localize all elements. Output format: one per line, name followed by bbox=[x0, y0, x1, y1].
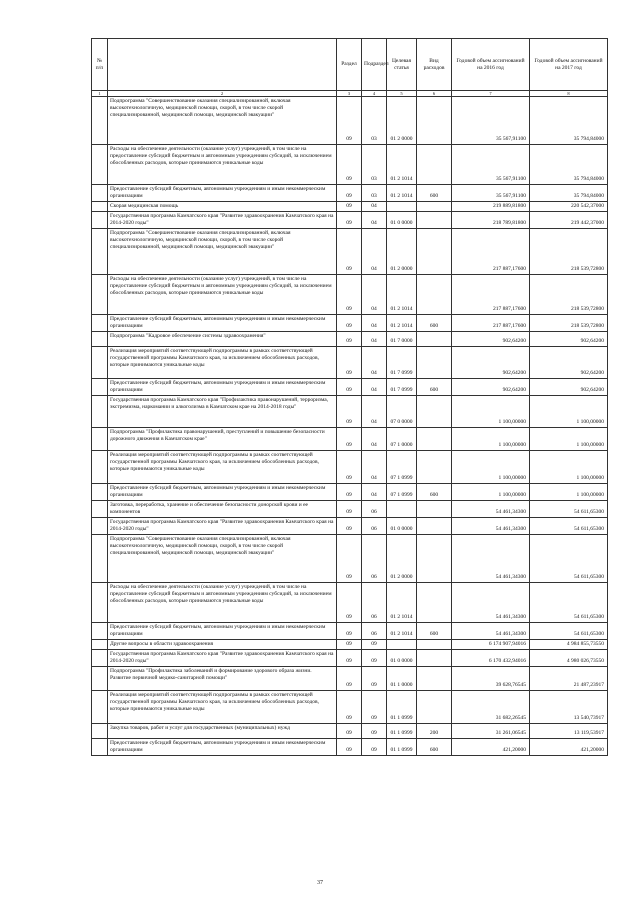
cell-num bbox=[92, 623, 108, 640]
cell-target-article: 01 1 0999 bbox=[387, 691, 417, 724]
cell-section: 09 bbox=[337, 451, 362, 484]
table-row bbox=[92, 332, 608, 347]
cell-section: 09 bbox=[337, 724, 362, 739]
cell-subsection: 03 bbox=[362, 145, 387, 185]
col-num-1: 1 bbox=[92, 91, 108, 97]
table-row bbox=[92, 145, 608, 185]
cell-section: 09 bbox=[337, 484, 362, 501]
table-row bbox=[92, 501, 608, 518]
cell-amount-2016: 218 789,81800 bbox=[452, 212, 530, 229]
cell-expense-type: 200 bbox=[417, 724, 452, 739]
col-num-8: 8 bbox=[530, 91, 608, 97]
table-row bbox=[92, 451, 608, 484]
cell-section: 09 bbox=[337, 583, 362, 623]
col-header-type: Вид расходов bbox=[417, 39, 452, 91]
cell-num bbox=[92, 451, 108, 484]
table-row bbox=[92, 623, 608, 640]
cell-name: Подпрограмма "Профилактика правонарушений, преступлений и повышение безопасности дорожного движения в Камчатском крае" bbox=[108, 428, 337, 451]
cell-num bbox=[92, 396, 108, 428]
cell-expense-type bbox=[417, 640, 452, 650]
cell-subsection: 04 bbox=[362, 202, 387, 212]
cell-amount-2017: 1 100,00000 bbox=[530, 484, 608, 501]
cell-amount-2016: 217 887,17600 bbox=[452, 275, 530, 315]
cell-name: Подпрограмма "Совершенствование оказания специализированной, включая высокотехнологичную, медицинской помощи, скорой, в том числе скорой специализированной, медицинской помощи, медицинской эвакуации" bbox=[108, 97, 337, 145]
cell-subsection: 03 bbox=[362, 97, 387, 145]
cell-amount-2017: 13 540,73917 bbox=[530, 691, 608, 724]
cell-subsection: 06 bbox=[362, 623, 387, 640]
table-row bbox=[92, 691, 608, 724]
cell-amount-2016: 6 174 907,94016 bbox=[452, 640, 530, 650]
cell-name: Государственная программа Камчатского края "Развитие здравоохранения Камчатского края на 2014-2020 годы" bbox=[108, 212, 337, 229]
cell-amount-2017: 21 487,23917 bbox=[530, 667, 608, 691]
cell-subsection: 04 bbox=[362, 428, 387, 451]
cell-amount-2017: 902,64200 bbox=[530, 332, 608, 347]
cell-target-article: 01 2 1014 bbox=[387, 275, 417, 315]
cell-target-article: 07 1 0999 bbox=[387, 451, 417, 484]
cell-subsection: 09 bbox=[362, 650, 387, 667]
cell-expense-type bbox=[417, 229, 452, 275]
table-row bbox=[92, 275, 608, 315]
table-row bbox=[92, 650, 608, 667]
cell-amount-2017: 4 984 855,73550 bbox=[530, 640, 608, 650]
cell-amount-2017: 1 100,00000 bbox=[530, 428, 608, 451]
cell-section: 09 bbox=[337, 145, 362, 185]
cell-expense-type: 600 bbox=[417, 623, 452, 640]
cell-num bbox=[92, 97, 108, 145]
cell-num bbox=[92, 185, 108, 202]
cell-expense-type: 600 bbox=[417, 379, 452, 396]
cell-name: Расходы на обеспечение деятельности (оказание услуг) учреждений, в том числе на предоставление субсидий бюджетным и автономным учреждениям субсидий, за исключением обособленных расходов, которые принимаются уникальные коды bbox=[108, 145, 337, 185]
cell-section: 09 bbox=[337, 518, 362, 535]
cell-amount-2016: 902,64200 bbox=[452, 332, 530, 347]
cell-target-article: 01 7 0999 bbox=[387, 347, 417, 379]
cell-expense-type bbox=[417, 650, 452, 667]
cell-num bbox=[92, 428, 108, 451]
cell-target-article: 01 2 0000 bbox=[387, 229, 417, 275]
cell-name: Заготовка, переработка, хранение и обеспечение безопасности донорской крови и ее компонентов bbox=[108, 501, 337, 518]
cell-expense-type: 600 bbox=[417, 185, 452, 202]
col-header-2017: Годовой объем ассигнований на 2017 год bbox=[530, 39, 608, 91]
cell-subsection: 04 bbox=[362, 229, 387, 275]
cell-amount-2017: 1 100,00000 bbox=[530, 396, 608, 428]
cell-amount-2017: 902,64200 bbox=[530, 379, 608, 396]
cell-expense-type bbox=[417, 202, 452, 212]
cell-target-article: 07 1 0999 bbox=[387, 484, 417, 501]
cell-expense-type bbox=[417, 501, 452, 518]
col-header-num: № п/п bbox=[92, 39, 108, 91]
cell-name: Реализация мероприятий соответствующей подпрограммы в рамках соответствующей государственной программы Камчатского края, за исключением обособленных расходов, которые принимаются уникальные коды bbox=[108, 451, 337, 484]
cell-num bbox=[92, 484, 108, 501]
cell-num bbox=[92, 347, 108, 379]
cell-amount-2016: 54 461,34300 bbox=[452, 518, 530, 535]
cell-amount-2016: 217 887,17600 bbox=[452, 315, 530, 332]
cell-section: 09 bbox=[337, 640, 362, 650]
cell-amount-2016: 54 461,34300 bbox=[452, 623, 530, 640]
cell-section: 09 bbox=[337, 185, 362, 202]
cell-section: 09 bbox=[337, 691, 362, 724]
cell-subsection: 06 bbox=[362, 583, 387, 623]
cell-amount-2017: 13 119,53917 bbox=[530, 724, 608, 739]
cell-expense-type bbox=[417, 583, 452, 623]
header-row bbox=[92, 39, 608, 91]
cell-name: Предоставление субсидий бюджетным, автономным учреждениям и иным некоммерческим организациям bbox=[108, 484, 337, 501]
cell-section: 09 bbox=[337, 650, 362, 667]
cell-name: Государственная программа Камчатского края "Развитие здравоохранения Камчатского края на 2014-2020 годы" bbox=[108, 518, 337, 535]
cell-num bbox=[92, 145, 108, 185]
cell-section: 09 bbox=[337, 379, 362, 396]
cell-num bbox=[92, 583, 108, 623]
cell-section: 09 bbox=[337, 535, 362, 583]
cell-section: 09 bbox=[337, 332, 362, 347]
cell-section: 09 bbox=[337, 315, 362, 332]
cell-name: Другие вопросы в области здравоохранения bbox=[108, 640, 337, 650]
cell-amount-2017: 220 542,37000 bbox=[530, 202, 608, 212]
table-row bbox=[92, 202, 608, 212]
cell-amount-2017: 902,64200 bbox=[530, 347, 608, 379]
cell-name: Реализация мероприятий соответствующей подпрограммы в рамках соответствующей государственной программы Камчатского края, за исключением обособленных расходов, которые принимаются уникальные коды bbox=[108, 691, 337, 724]
col-header-subsection: Подраздел bbox=[362, 39, 387, 91]
cell-expense-type bbox=[417, 332, 452, 347]
col-num-5: 5 bbox=[387, 91, 417, 97]
table-row bbox=[92, 428, 608, 451]
cell-target-article: 01 2 1014 bbox=[387, 185, 417, 202]
cell-expense-type bbox=[417, 518, 452, 535]
table-row bbox=[92, 724, 608, 739]
cell-amount-2016: 35 567,91100 bbox=[452, 185, 530, 202]
cell-target-article: 01 2 0000 bbox=[387, 97, 417, 145]
cell-num bbox=[92, 501, 108, 518]
cell-target-article: 01 0 0000 bbox=[387, 650, 417, 667]
cell-amount-2016: 54 461,34300 bbox=[452, 583, 530, 623]
cell-expense-type: 600 bbox=[417, 484, 452, 501]
cell-num bbox=[92, 202, 108, 212]
cell-name: Предоставление субсидий бюджетным, автономным учреждениям и иным некоммерческим организациям bbox=[108, 623, 337, 640]
cell-amount-2016: 902,64200 bbox=[452, 379, 530, 396]
cell-num bbox=[92, 518, 108, 535]
cell-num bbox=[92, 691, 108, 724]
cell-subsection: 09 bbox=[362, 739, 387, 756]
table-row bbox=[92, 583, 608, 623]
cell-subsection: 06 bbox=[362, 518, 387, 535]
cell-target-article: 01 1 0000 bbox=[387, 667, 417, 691]
cell-name: Подпрограмма "Совершенствование оказания специализированной, включая высокотехнологичную, медицинской помощи, скорой, в том числе скорой специализированной, медицинской помощи, медицинской эвакуации" bbox=[108, 535, 337, 583]
col-header-target: Целевая статья bbox=[387, 39, 417, 91]
cell-amount-2017: 1 100,00000 bbox=[530, 451, 608, 484]
table-row bbox=[92, 229, 608, 275]
cell-name: Государственная программа Камчатского края "Профилактика правонарушений, терроризма, экстремизма, наркомании и алкоголизма в Камчатском крае на 2014-2018 годы" bbox=[108, 396, 337, 428]
cell-expense-type bbox=[417, 667, 452, 691]
cell-expense-type bbox=[417, 347, 452, 379]
table-row bbox=[92, 315, 608, 332]
cell-amount-2016: 39 628,76545 bbox=[452, 667, 530, 691]
cell-name: Предоставление субсидий бюджетным, автономным учреждениям и иным некоммерческим организациям bbox=[108, 185, 337, 202]
cell-expense-type bbox=[417, 535, 452, 583]
cell-amount-2017: 218 539,72800 bbox=[530, 229, 608, 275]
cell-target-article bbox=[387, 501, 417, 518]
cell-amount-2016: 1 100,00000 bbox=[452, 428, 530, 451]
cell-name: Предоставление субсидий бюджетным, автономным учреждениям и иным некоммерческим организациям bbox=[108, 739, 337, 756]
cell-expense-type bbox=[417, 145, 452, 185]
cell-amount-2017: 35 794,84000 bbox=[530, 97, 608, 145]
cell-subsection: 06 bbox=[362, 501, 387, 518]
cell-num bbox=[92, 535, 108, 583]
cell-subsection: 04 bbox=[362, 347, 387, 379]
cell-amount-2016: 31 682,26545 bbox=[452, 691, 530, 724]
cell-name: Подпрограмма "Профилактика заболеваний и формирование здорового образа жизни. Развитие первичной медико-санитарной помощи" bbox=[108, 667, 337, 691]
cell-subsection: 04 bbox=[362, 212, 387, 229]
cell-amount-2016: 217 887,17600 bbox=[452, 229, 530, 275]
cell-num bbox=[92, 212, 108, 229]
cell-subsection: 06 bbox=[362, 535, 387, 583]
cell-amount-2016: 421,20000 bbox=[452, 739, 530, 756]
col-num-7: 7 bbox=[452, 91, 530, 97]
cell-amount-2016: 54 461,34300 bbox=[452, 501, 530, 518]
page-number: 37 bbox=[317, 880, 323, 886]
table-row bbox=[92, 185, 608, 202]
col-num-6: 6 bbox=[417, 91, 452, 97]
cell-amount-2016: 1 100,00000 bbox=[452, 451, 530, 484]
cell-expense-type bbox=[417, 428, 452, 451]
cell-subsection: 04 bbox=[362, 275, 387, 315]
cell-section: 09 bbox=[337, 396, 362, 428]
cell-amount-2016: 902,64200 bbox=[452, 347, 530, 379]
cell-expense-type: 600 bbox=[417, 739, 452, 756]
cell-target-article: 07 0 0000 bbox=[387, 396, 417, 428]
cell-subsection: 04 bbox=[362, 332, 387, 347]
table-row bbox=[92, 97, 608, 145]
cell-name: Расходы на обеспечение деятельности (оказание услуг) учреждений, в том числе на предоставление субсидий бюджетным и автономным учреждениям субсидий, за исключением обособленных расходов, которые принимаются уникальные коды bbox=[108, 583, 337, 623]
table-row bbox=[92, 379, 608, 396]
cell-section: 09 bbox=[337, 212, 362, 229]
cell-target-article: 01 2 1014 bbox=[387, 583, 417, 623]
table-row bbox=[92, 667, 608, 691]
table-row bbox=[92, 640, 608, 650]
cell-subsection: 04 bbox=[362, 315, 387, 332]
cell-num bbox=[92, 315, 108, 332]
cell-amount-2016: 219 889,81800 bbox=[452, 202, 530, 212]
col-num-2: 2 bbox=[108, 91, 337, 97]
cell-amount-2017: 54 611,65300 bbox=[530, 535, 608, 583]
cell-target-article: 07 1 0000 bbox=[387, 428, 417, 451]
table-row bbox=[92, 212, 608, 229]
cell-num bbox=[92, 650, 108, 667]
cell-section: 09 bbox=[337, 623, 362, 640]
cell-num bbox=[92, 667, 108, 691]
cell-name: Скорая медицинская помощь bbox=[108, 202, 337, 212]
cell-amount-2017: 54 611,65300 bbox=[530, 518, 608, 535]
cell-target-article: 01 2 1014 bbox=[387, 145, 417, 185]
cell-num bbox=[92, 379, 108, 396]
cell-num bbox=[92, 724, 108, 739]
table-row bbox=[92, 396, 608, 428]
cell-subsection: 04 bbox=[362, 379, 387, 396]
cell-amount-2017: 54 611,65300 bbox=[530, 623, 608, 640]
cell-target-article: 01 2 0000 bbox=[387, 535, 417, 583]
cell-name: Предоставление субсидий бюджетным, автономным учреждениям и иным некоммерческим организациям bbox=[108, 379, 337, 396]
cell-target-article: 01 2 1014 bbox=[387, 623, 417, 640]
cell-expense-type bbox=[417, 396, 452, 428]
cell-expense-type bbox=[417, 212, 452, 229]
cell-expense-type bbox=[417, 451, 452, 484]
cell-num bbox=[92, 275, 108, 315]
cell-num bbox=[92, 739, 108, 756]
cell-amount-2017: 35 794,84000 bbox=[530, 185, 608, 202]
cell-subsection: 09 bbox=[362, 724, 387, 739]
cell-section: 09 bbox=[337, 428, 362, 451]
cell-subsection: 09 bbox=[362, 667, 387, 691]
cell-amount-2017: 35 794,84000 bbox=[530, 145, 608, 185]
cell-expense-type bbox=[417, 97, 452, 145]
cell-subsection: 03 bbox=[362, 185, 387, 202]
cell-target-article bbox=[387, 640, 417, 650]
col-header-2016: Годовой объем ассигнований на 2016 год bbox=[452, 39, 530, 91]
cell-amount-2016: 1 100,00000 bbox=[452, 484, 530, 501]
cell-amount-2016: 35 567,91100 bbox=[452, 97, 530, 145]
cell-name: Подпрограмма "Кадровое обеспечение системы здравоохранения" bbox=[108, 332, 337, 347]
col-header-section: Раздел bbox=[337, 39, 362, 91]
cell-amount-2017: 218 539,72800 bbox=[530, 275, 608, 315]
cell-amount-2016: 31 261,06545 bbox=[452, 724, 530, 739]
table-row bbox=[92, 484, 608, 501]
cell-amount-2017: 219 442,37000 bbox=[530, 212, 608, 229]
cell-amount-2016: 35 567,91100 bbox=[452, 145, 530, 185]
cell-expense-type: 600 bbox=[417, 315, 452, 332]
cell-target-article: 01 0 0000 bbox=[387, 212, 417, 229]
cell-section: 09 bbox=[337, 501, 362, 518]
cell-subsection: 09 bbox=[362, 691, 387, 724]
cell-amount-2017: 4 980 026,73550 bbox=[530, 650, 608, 667]
cell-amount-2017: 54 611,65300 bbox=[530, 501, 608, 518]
cell-subsection: 04 bbox=[362, 484, 387, 501]
table-row bbox=[92, 518, 608, 535]
cell-target-article: 01 7 0999 bbox=[387, 379, 417, 396]
cell-amount-2016: 54 461,34300 bbox=[452, 535, 530, 583]
table-row bbox=[92, 347, 608, 379]
cell-amount-2017: 421,20000 bbox=[530, 739, 608, 756]
budget-table bbox=[91, 38, 608, 756]
col-header-name bbox=[108, 39, 337, 91]
cell-name: Расходы на обеспечение деятельности (оказание услуг) учреждений, в том числе на предоставление субсидий бюджетным и автономным учреждениям субсидий, за исключением обособленных расходов, которые принимаются уникальные коды bbox=[108, 275, 337, 315]
cell-target-article bbox=[387, 202, 417, 212]
cell-amount-2016: 1 100,00000 bbox=[452, 396, 530, 428]
cell-section: 09 bbox=[337, 667, 362, 691]
table-row bbox=[92, 739, 608, 756]
cell-target-article: 01 1 0999 bbox=[387, 739, 417, 756]
table-row bbox=[92, 535, 608, 583]
cell-target-article: 01 1 0999 bbox=[387, 724, 417, 739]
cell-section: 09 bbox=[337, 202, 362, 212]
cell-num bbox=[92, 332, 108, 347]
cell-section: 09 bbox=[337, 229, 362, 275]
cell-num bbox=[92, 229, 108, 275]
cell-expense-type bbox=[417, 275, 452, 315]
cell-target-article: 01 0 0000 bbox=[387, 518, 417, 535]
cell-section: 09 bbox=[337, 97, 362, 145]
cell-section: 09 bbox=[337, 275, 362, 315]
cell-subsection: 04 bbox=[362, 451, 387, 484]
cell-name: Реализация мероприятий соответствующей подпрограммы в рамках соответствующей государственной программы Камчатского края, за исключением обособленных расходов, которые принимаются уникальные коды bbox=[108, 347, 337, 379]
cell-target-article: 01 2 1014 bbox=[387, 315, 417, 332]
cell-subsection: 09 bbox=[362, 640, 387, 650]
cell-expense-type bbox=[417, 691, 452, 724]
cell-section: 09 bbox=[337, 739, 362, 756]
cell-subsection: 04 bbox=[362, 396, 387, 428]
col-num-4: 4 bbox=[362, 91, 387, 97]
col-num-3: 3 bbox=[337, 91, 362, 97]
cell-section: 09 bbox=[337, 347, 362, 379]
cell-num bbox=[92, 640, 108, 650]
cell-name: Закупка товаров, работ и услуг для государственных (муниципальных) нужд bbox=[108, 724, 337, 739]
cell-target-article: 01 7 0000 bbox=[387, 332, 417, 347]
cell-amount-2017: 218 539,72800 bbox=[530, 315, 608, 332]
cell-name: Подпрограмма "Совершенствование оказания специализированной, включая высокотехнологичную, медицинской помощи, скорой, в том числе скорой специализированной, медицинской помощи, медицинской эвакуации" bbox=[108, 229, 337, 275]
cell-amount-2016: 6 170 432,94016 bbox=[452, 650, 530, 667]
cell-name: Государственная программа Камчатского края "Развитие здравоохранения Камчатского края на 2014-2020 годы" bbox=[108, 650, 337, 667]
cell-name: Предоставление субсидий бюджетным, автономным учреждениям и иным некоммерческим организациям bbox=[108, 315, 337, 332]
table-body bbox=[92, 97, 608, 756]
cell-amount-2017: 54 611,65300 bbox=[530, 583, 608, 623]
